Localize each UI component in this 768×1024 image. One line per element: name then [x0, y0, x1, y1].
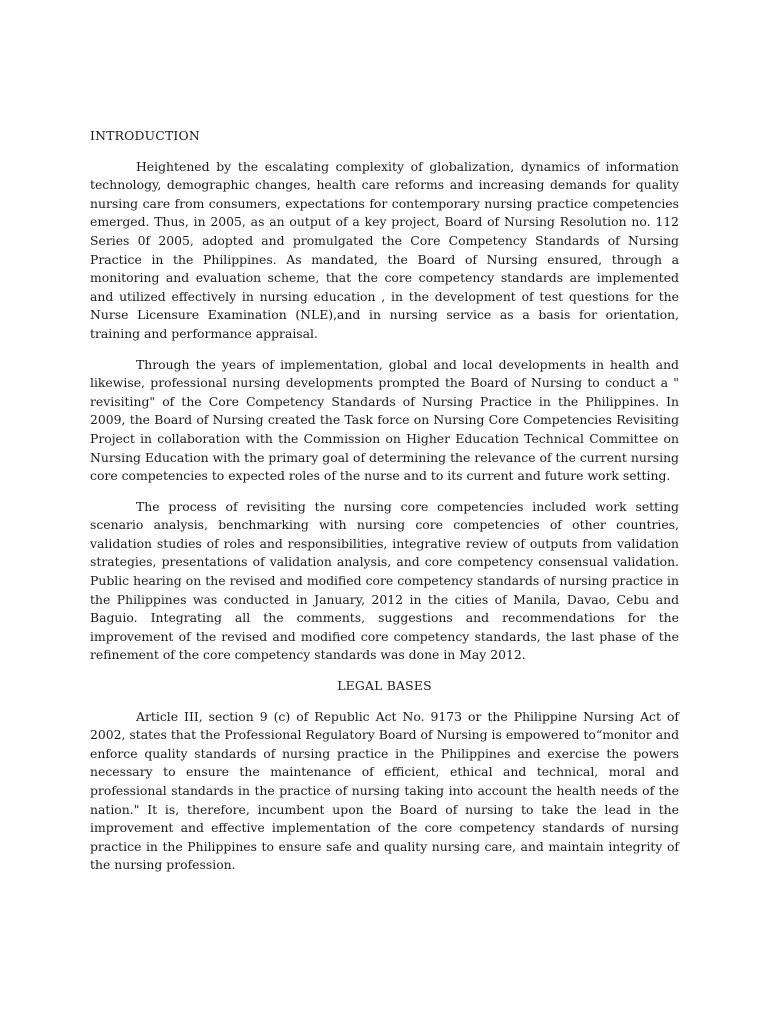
intro-paragraph-3: The process of revisiting the nursing core competencies included work setting scenario analysis, benchmarking with nursing core competencies of other countries, validation studies of roles and responsibilities, integrative review of outputs from validation strategies, presentations of validation analysis, and core competency consensual validation. Public hearing on the revised and modified core competency standards of nursing practice in the Philippines was conducted in January, 2012 in the cities of Manila, Davao, Cebu and Baguio. Integrating all the comments, suggestions and recommendations for the improvement of the revised and modified core competency standards, the last phase of the refinement of the core competency standards was done in May 2012. [90, 498, 679, 663]
document-body [90, 127, 679, 875]
introduction-heading: INTRODUCTION [90, 128, 200, 143]
intro-paragraph-2: Through the years of implementation, global and local developments in health and likewise, professional nursing developments prompted the Board of Nursing to conduct a " revisiting" of the Core Competency Standards of Nursing Practice in the Philippines. In 2009, the Board of Nursing created the Task force on Nursing Core Competencies Revisiting Project in collaboration with the Commission on Higher Education Technical Committee on Nursing Education with the primary goal of determining the relevance of the current nursing core competencies to expected roles of the nurse and to its current and future work setting. [90, 356, 679, 484]
legal-bases-heading: LEGAL BASES [337, 678, 432, 694]
intro-paragraph-1: Heightened by the escalating complexity of globalization, dynamics of information technology, demographic changes, health care reforms and increasing demands for quality nursing care from consumers, expectations for contemporary nursing practice competencies emerged. Thus, in 2005, as an output of a key project, Board of Nursing Resolution no. 112 Series 0f 2005, adopted and promulgated the Core Competency Standards of Nursing Practice in the Philippines. As mandated, the Board of Nursing ensured, through a monitoring and evaluation scheme, that the core competency standards are implemented and utilized effectively in nursing education , in the development of test questions for the Nurse Licensure Examination (NLE),and in nursing service as a basis for orientation, training and performance appraisal. [90, 158, 679, 341]
legal-bases-paragraph: Article III, section 9 (c) of Republic Act No. 9173 or the Philippine Nursing Act of 2002, states that the Professional Regulatory Board of Nursing is empowered to“monitor and enforce quality standards of nursing practice in the Philippines and exercise the powers necessary to ensure the maintenance of efficient, ethical and technical, moral and professional standards in the practice of nursing taking into account the health needs of the nation." It is, therefore, incumbent upon the Board of nursing to take the lead in the improvement and effective implementation of the core competency standards of nursing practice in the Philippines to ensure safe and quality nursing care, and maintain integrity of the nursing profession. [90, 708, 679, 873]
